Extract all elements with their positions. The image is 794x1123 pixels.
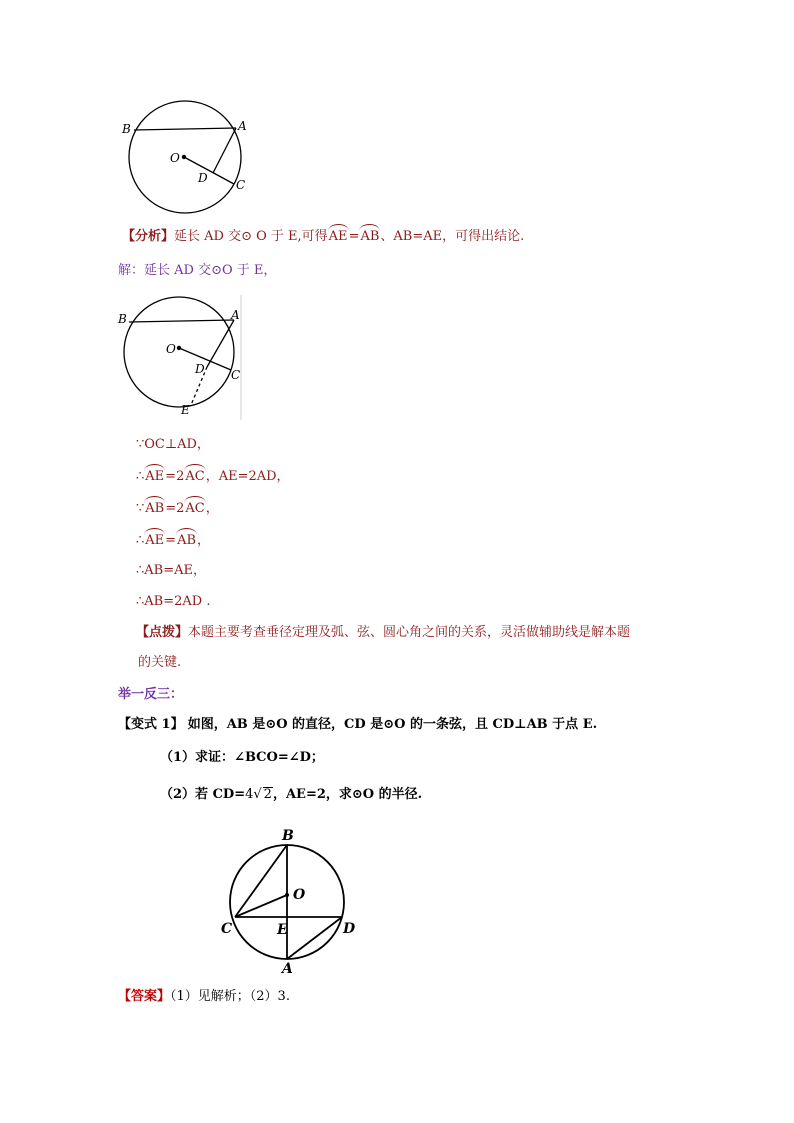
- arc-ae: AE: [328, 229, 348, 244]
- therefore-sign: ∴: [136, 533, 145, 548]
- juyi-heading: 举一反三：: [118, 687, 184, 702]
- label-a: A: [238, 119, 247, 133]
- arc-ab: AB: [145, 501, 165, 516]
- label-a: A: [231, 308, 240, 322]
- label-e: E: [277, 922, 288, 938]
- sqrt-symbol: √: [253, 787, 262, 802]
- label-b: B: [122, 122, 131, 136]
- label-o: O: [170, 151, 180, 165]
- answer-text: （1）见解析；（2）3.: [170, 989, 290, 1004]
- answer-tag: 【答案】: [118, 989, 171, 1004]
- step-4: [136, 532, 210, 550]
- dianbo-tag: 【点拨】: [136, 625, 189, 640]
- label-c: C: [231, 368, 241, 382]
- variant-line: [118, 716, 597, 734]
- solution-intro: 解：延长 AD 交⊙O 于 E，: [118, 263, 277, 278]
- analysis-text-1: 延长 AD 交⊙ O 于 E,可得: [174, 229, 328, 244]
- analysis-line: [122, 228, 524, 246]
- analysis-text-2: 、AB=AE，可得出结论.: [380, 229, 525, 244]
- variant-tag: 【变式 1】: [118, 717, 184, 732]
- arc-ab: AB: [360, 229, 380, 244]
- answer-line: [118, 988, 290, 1006]
- figure-3-circle-diagram: [215, 823, 365, 978]
- dianbo-line-2: 的关键.: [138, 655, 182, 670]
- question-1: （1）求证：∠BCO=∠D；: [160, 750, 324, 765]
- step-5: ∴AB=AE，: [136, 563, 206, 578]
- question-2: [160, 786, 422, 804]
- circle-o: [124, 297, 234, 407]
- label-b: B: [282, 828, 294, 844]
- q2-text-2: ，AE=2，求⊙O 的半径.: [272, 787, 423, 802]
- step-4-tail: ，: [197, 533, 211, 548]
- q2-coefficient: 4: [245, 787, 254, 802]
- label-d: D: [343, 921, 356, 937]
- dianbo-text-1: 本题主要考查垂径定理及弧、弦、圆心角之间的关系，灵活做辅助线是解本题: [188, 625, 631, 640]
- eq-two: =2: [165, 469, 185, 484]
- arc-ae: AE: [145, 469, 165, 484]
- step-3: [136, 500, 219, 518]
- analysis-tag: 【分析】: [122, 229, 175, 244]
- figure-2-circle-diagram: [115, 295, 250, 420]
- center-point: [182, 155, 186, 159]
- step-1: ∵OC⊥AD，: [136, 437, 210, 452]
- chord-ab: [129, 320, 234, 322]
- dianbo-line-1: [136, 624, 630, 642]
- segment-ad: [207, 320, 234, 367]
- eq-two: =2: [165, 501, 185, 516]
- step-6: ∴AB=2AD .: [136, 594, 211, 609]
- label-d: D: [195, 362, 205, 376]
- segment-ad: [213, 128, 236, 173]
- step-3-tail: ，: [205, 501, 219, 516]
- chord-ab: [134, 128, 236, 130]
- step-2: [136, 468, 290, 486]
- equals-sign: =: [348, 229, 360, 244]
- variant-text: 如图，AB 是⊙O 的直径，CD 是⊙O 的一条弦，且 CD⊥AB 于点 E.: [187, 717, 598, 732]
- center-point: [285, 893, 289, 897]
- arc-ac: AC: [185, 501, 205, 516]
- arc-ae: AE: [145, 533, 165, 548]
- label-o: O: [293, 887, 306, 903]
- label-e: E: [181, 403, 190, 417]
- q2-radicand: 2: [263, 787, 272, 802]
- arc-ac: AC: [185, 469, 205, 484]
- arc-ab: AB: [177, 533, 197, 548]
- label-o: O: [166, 342, 176, 356]
- label-c: C: [221, 921, 233, 937]
- label-c: C: [236, 178, 246, 192]
- center-point: [177, 346, 181, 350]
- because-sign: ∵: [136, 501, 145, 516]
- label-a: A: [282, 961, 293, 977]
- step-2-tail: ，AE=2AD，: [205, 469, 290, 484]
- segment-oc: [184, 157, 234, 184]
- figure-1-circle-diagram: [118, 98, 258, 218]
- therefore-sign: ∴: [136, 469, 145, 484]
- segment-oc: [179, 348, 231, 370]
- label-b: B: [118, 312, 127, 326]
- equals-sign: =: [165, 533, 177, 548]
- label-d: D: [198, 171, 208, 185]
- q2-text-1: （2）若 CD=: [160, 787, 246, 802]
